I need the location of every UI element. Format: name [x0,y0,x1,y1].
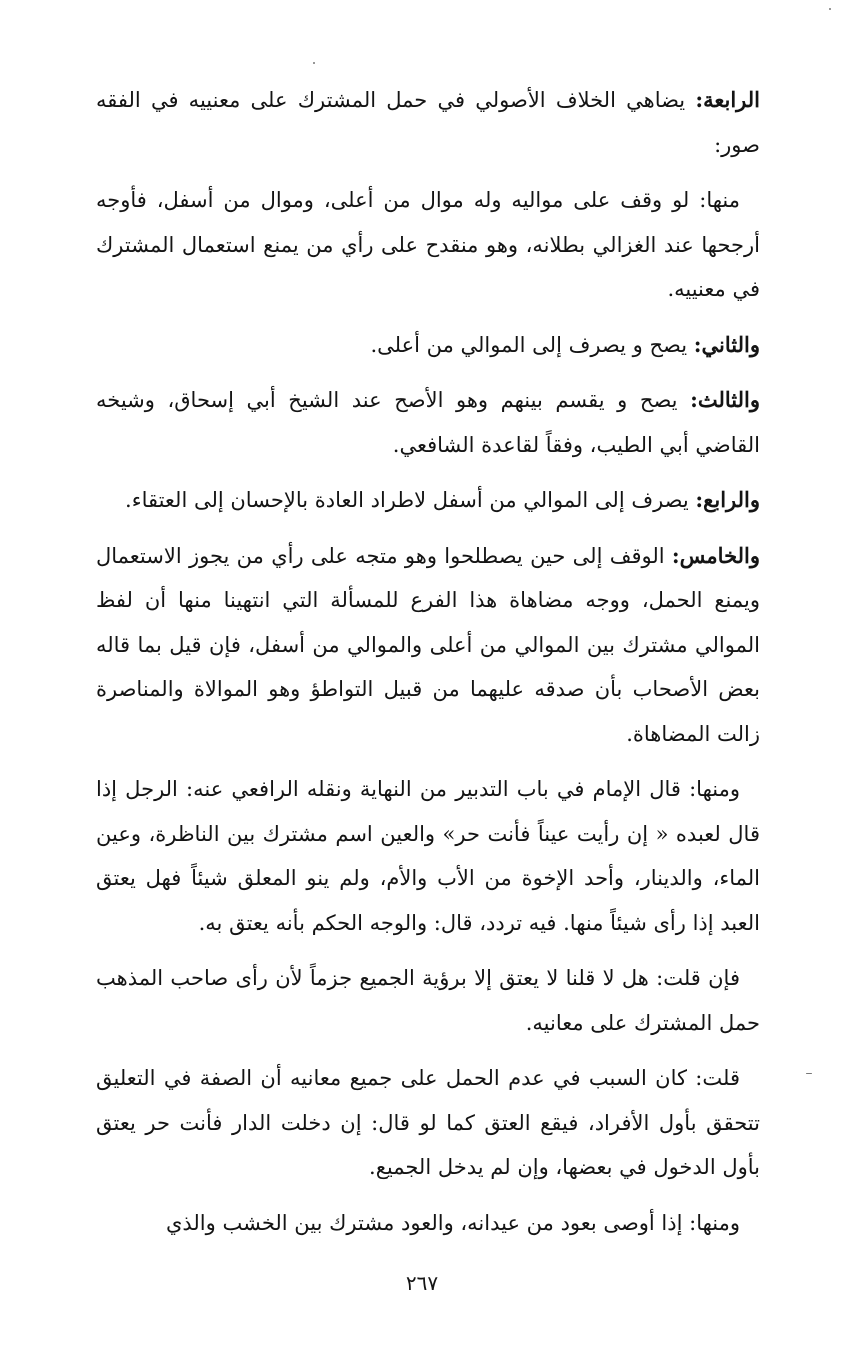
paragraph-text: يصح و يصرف إلى الموالي من أعلى. [370,332,694,357]
paragraph-example-tadbir [96,767,760,945]
paragraph-fourth-view [96,478,760,523]
paragraph-text: يصح و يقسم بينهم وهو الأصح عند الشيخ أبي إسحاق، وشيخه القاضي أبي الطيب، وفقاً لقاعدة الشافعي. [96,388,760,457]
paragraph-text: ومنها: قال الإمام في باب التدبير من النهاية ونقله الرافعي عنه: الرجل إذا قال لعبده « إن رأيت عيناً فأنت حر» والعين اسم مشترك بين الناظرة، وعين الماء، والدينار، وأحد الإخوة من الأب والأم، ولم ينو المعلق شيئاً فهل يعتق العبد إذا رأى شيئاً منها. فيه تردد، قال: والوجه الحكم بأنه يعتق به. [96,777,760,935]
page-text-block [96,78,760,1298]
paragraph-second-view [96,323,760,368]
paragraph-lead: الرابعة: [695,87,760,112]
paragraph-lead: والخامس: [671,542,760,568]
paragraph-example-waqf [96,178,760,312]
paragraph-text: منها: لو وقف على مواليه وله موال من أعلى، وموال من أسفل، فأوجه أرجحها عند الغزالي بطلانه، وهو منقدح على رأي من يمنع استعمال المشترك في معنييه. [96,188,760,301]
paragraph-lead: والثالث: [690,387,760,412]
scan-speck [313,62,315,64]
paragraph-text: فإن قلت: هل لا قلنا لا يعتق إلا برؤية الجميع جزماً لأن رأى صاحب المذهب حمل المشترك على معانيه. [96,966,760,1035]
paragraph-text: الوقف إلى حين يصطلحوا وهو متجه على رأي من يجوز الاستعمال ويمنع الحمل، ووجه مضاهاة هذا الفرع للمسألة التي انتهينا منها أن لفظ الموالي مشترك بين الموالي من أعلى والموالي من أسفل، فإن قيل بما قاله بعض الأصحاب بأن صدقه عليهما من قبيل التواطؤ وهو الموالاة والمناصرة زالت المضاهاة. [96,543,760,746]
paragraph-example-bequest [96,1201,760,1246]
paragraph-lead: والثاني: [693,331,760,357]
paragraph-lead: والرابع: [695,487,760,512]
paragraph-text: يضاهي الخلاف الأصولي في حمل المشترك على معنييه في الفقه صور: [96,88,760,157]
paragraph-reply [96,1056,760,1190]
paragraph-text: يصرف إلى الموالي من أسفل لاطراد العادة بالإحسان إلى العتقاء. [125,488,696,512]
paragraph-text: قلت: كان السبب في عدم الحمل على جميع معانيه أن الصفة في التعليق تتحقق بأول الأفراد، فيقع العتق كما لو قال: إن دخلت الدار فأنت حر يعتق بأول الدخول في بعضها، وإن لم يدخل الجميع. [96,1066,760,1179]
paragraph-text: ومنها: إذا أوصى بعود من عيدانه، والعود مشترك بين الخشب والذي [165,1210,740,1235]
paragraph-third-view [96,378,760,467]
paragraph-fourth-issue [96,78,760,167]
page-number: ٢٦٧ [405,1271,439,1295]
paragraph-objection [96,956,760,1045]
scan-speck [806,1073,812,1074]
scan-speck [829,8,831,10]
paragraph-fifth-view [96,534,760,757]
